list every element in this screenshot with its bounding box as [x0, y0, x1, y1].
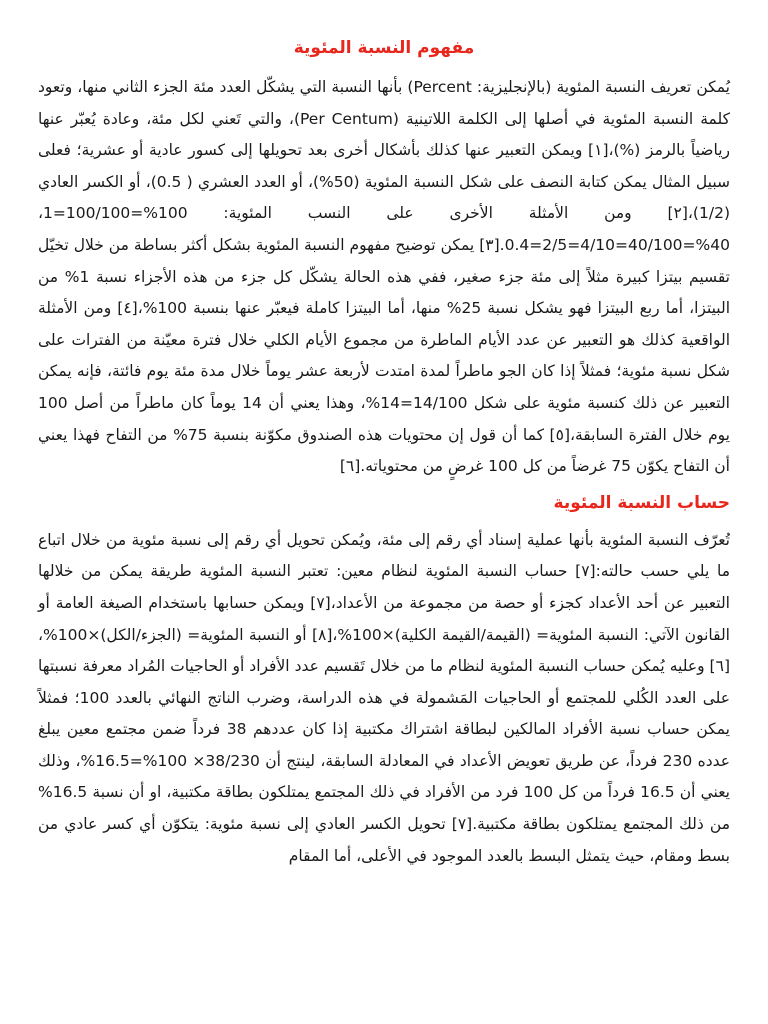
- definition-paragraph: يُمكن تعريف النسبة المئوية (بالإنجليزية: Percent) بأنها النسبة التي يشكّل العدد مئة الجزء الثاني منها، وتعود كلمة النسبة المئوية في أصلها إلى الكلمة اللاتينية (Per Centum)، والتي تَعني لكل مئة، وعادة يُعبّر عنها رياضياً بالرمز (%)،[١] ويمكن التعبير عنها كذلك بأشكال أخرى بعد تحويلها إلى كسور عادية أو عشرية؛ فعلى سبيل المثال يمكن كتابة النصف على شكل النسبة المئوية (50%)، أو العدد العشري ( 0.5)، أو الكسر العادي (1/2)،[٢] ومن الأمثلة الأخرى على النسب المئوية: 100%=100/100=1، 40%=40/100=4/10=2/5=0.4.[٣] يمكن توضيح مفهوم النسبة المئوية بشكل أكثر بساطة من خلال تخيّل تقسيم بيتزا كبيرة مثلاً إلى مئة جزء صغير، ففي هذه الحالة يشكّل كل جزء من هذه الأجزاء نسبة 1% من البيتزا، أما ربع البيتزا فهو يشكل نسبة 25% منها، أما البيتزا كاملة فيعبّر عنها بنسبة 100%،[٤] ومن الأمثلة الواقعية كذلك هو التعبير عن عدد الأيام الماطرة من مجموع الأيام الكلي خلال فترة معيّنة من الفترات على شكل نسبة مئوية؛ فمثلاً إذا كان الجو ماطراً لمدة امتدت لأربعة عشر يوماً خلال مدة مئة يوم فائتة، فإنه يمكن التعبير عن ذلك كنسبة مئوية على شكل 14/100=14%، وهذا يعني أن 14 يوماً كان ماطراً من أصل 100 يوم خلال الفترة السابقة،[٥] كما أن قول إن محتويات هذه الصندوق مكوّنة بنسبة 75% من التفاح فهذا يعني أن التفاح يكوّن 75 غرضاً من كل 100 غرضٍ من محتوياته.[٦]: [38, 78, 731, 476]
- section-heading: حساب النسبة المئوية: [553, 492, 730, 513]
- page-title: مفهوم النسبة المئوية: [293, 38, 475, 58]
- calculation-paragraph: تُعرّف النسبة المئوية بأنها عملية إسناد أي رقم إلى مئة، ويُمكن تحويل أي رقم إلى نسبة مئوية من خلال اتباع ما يلي حسب حالته:[٧] حساب النسبة المئوية لنظام معين: تعتبر النسبة المئوية طريقة يمكن من خلالها التعبير عن أحد الأعداد كجزء أو حصة من مجموعة من الأعداد،[٧] ويمكن حسابها باستخدام الصيغة العامة أو القانون الآتي: النسبة المئوية= (القيمة/القيمة الكلية)×100%،[٨] أو النسبة المئوية= (الجزء/الكل)×100%،[٦] وعليه يُمكن حساب النسبة المئوية لنظام ما من خلال تَقسيم عدد الأفراد أو الحاجيات المُراد معرفة نسبتها على العدد الكُلي للمجتمع أو الحاجيات المَشمولة في هذه الدراسة، وضرب الناتج النهائي بالعدد 100؛ فمثلاً يمكن حساب نسبة الأفراد المالكين لبطاقة اشتراك مكتبية إذا كان عددهم 38 فرداً ضمن مجتمع معين يبلغ عدده 230 فرداً، عن طريق تعويض الأعداد في المعادلة السابقة، لينتج أن 38/230× 100%=16.5%، وذلك يعني أن 16.5 فرداً من كل 100 فرد من الأفراد في ذلك المجتمع يمتلكون بطاقة مكتبية، او أن نسبة 16.5% من ذلك المجتمع يمتلكون بطاقة مكتبية.[٧] تحويل الكسر العادي إلى نسبة مئوية: يتكوّن أي كسر عادي من بسط ومقام، حيث يتمثل البسط بالعدد الموجود في الأعلى، أما المقام: [38, 530, 731, 865]
